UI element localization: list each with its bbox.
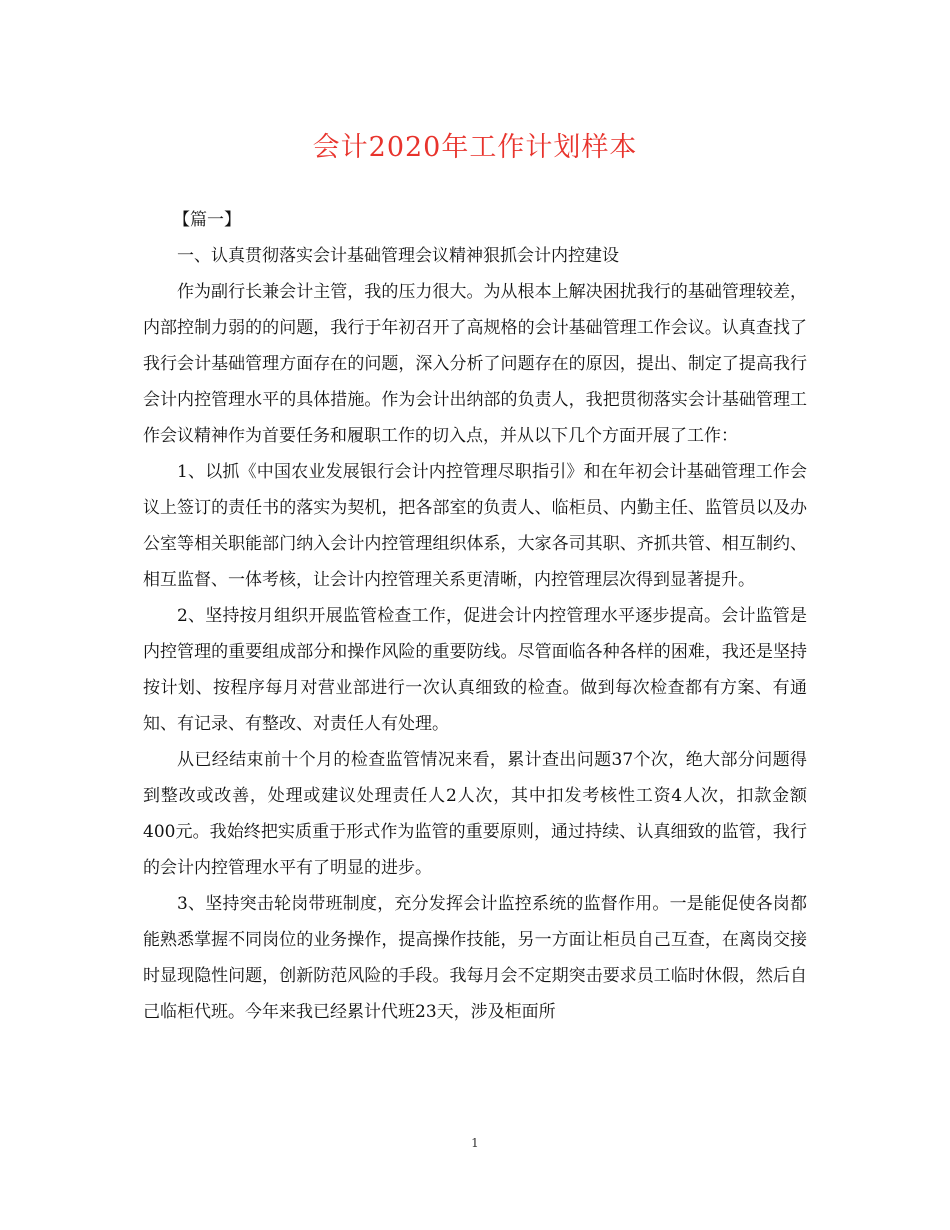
paragraph-item-1: 1、以抓《中国农业发展银行会计内控管理尽职指引》和在年初会计基础管理工作会议上签订的责任书的落实为契机，把各部室的负责人、临柜员、内勤主任、监管员以及办公室等相关职能部门纳入会计内控管理组织体系，大家各司其职、齐抓共管、相互制约、相互监督、一体考核，让会计内控管理关系更清晰，内控管理层次得到显著提升。 [143,462,807,590]
section-label: 【篇一】 [173,210,241,230]
page-number: 1 [471,1136,479,1150]
document-body [143,202,807,1030]
paragraph-item-2: 2、坚持按月组织开展监管检查工作，促进会计内控管理水平逐步提高。会计监管是内控管理的重要组成部分和操作风险的重要防线。尽管面临各种各样的困难，我还是坚持按计划、按程序每月对营业部进行一次认真细致的检查。做到每次检查都有方案、有通知、有记录、有整改、对责任人有处理。 [143,606,807,734]
paragraph-inspection-summary: 从已经结束前十个月的检查监管情况来看，累计查出问题37个次，绝大部分问题得到整改或改善，处理或建议处理责任人2人次，其中扣发考核性工资4人次，扣款金额400元。我始终把实质重于形式作为监管的重要原则，通过持续、认真细致的监管，我行的会计内控管理水平有了明显的进步。 [143,750,807,878]
paragraph-intro: 作为副行长兼会计主管，我的压力很大。为从根本上解决困扰我行的基础管理较差，内部控制力弱的的问题，我行于年初召开了高规格的会计基础管理工作会议。认真查找了我行会计基础管理方面存在的问题，深入分析了问题存在的原因，提出、制定了提高我行会计内控管理水平的具体措施。作为会计出纳部的负责人，我把贯彻落实会计基础管理工作会议精神作为首要任务和履职工作的切入点，并从以下几个方面开展了工作： [143,282,807,446]
document-title: 会计2020年工作计划样本 [312,132,638,163]
section-heading: 一、认真贯彻落实会计基础管理会议精神狠抓会计内控建设 [177,246,619,266]
paragraph-item-3: 3、坚持突击轮岗带班制度，充分发挥会计监控系统的监督作用。一是能促使各岗都能熟悉掌握不同岗位的业务操作，提高操作技能，另一方面让柜员自己互查，在离岗交接时显现隐性问题，创新防范风险的手段。我每月会不定期突击要求员工临时休假，然后自己临柜代班。今年来我已经累计代班23天，涉及柜面所 [143,894,807,1022]
